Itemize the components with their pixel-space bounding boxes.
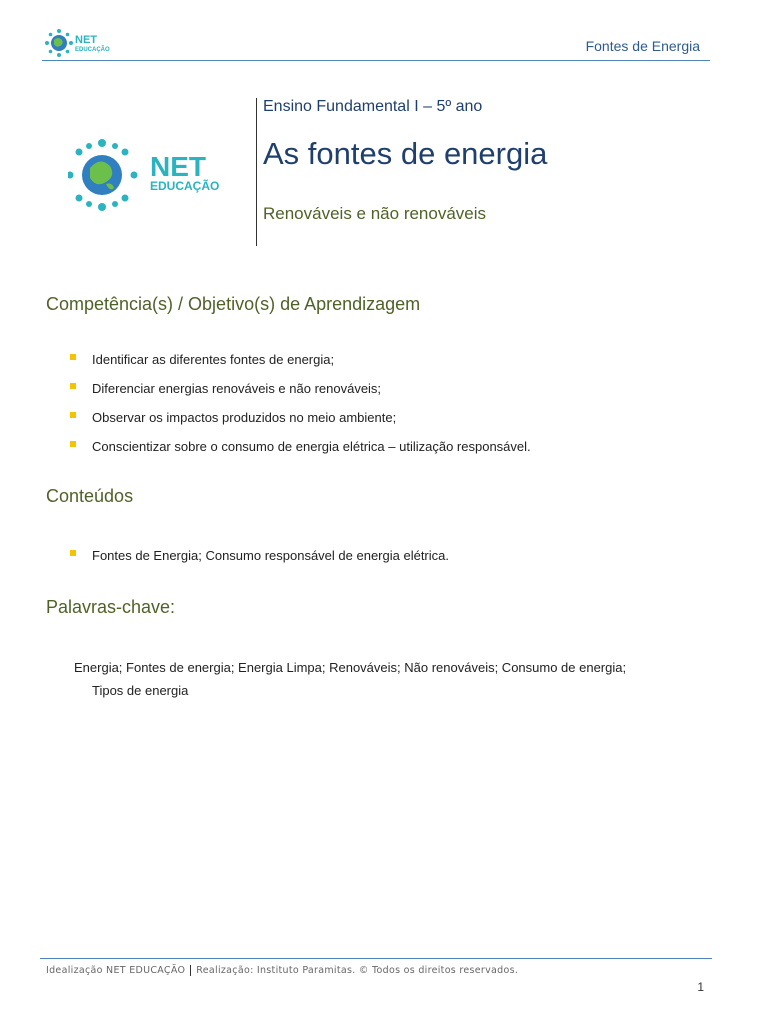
document-subtitle: Renováveis e não renováveis — [263, 204, 487, 223]
footer-left: Idealização NET EDUCAÇÃO — [46, 965, 186, 976]
list-item-text: Conscientizar sobre o consumo de energia elétrica – utilização responsável. — [92, 439, 531, 454]
hero-divider — [256, 98, 257, 246]
header-logo-text-bottom: EDUCAÇÃO — [75, 47, 110, 53]
bullet-icon — [70, 441, 76, 447]
bullet-icon — [70, 354, 76, 360]
list-item-text: Fontes de Energia; Consumo responsável de energia elétrica. — [92, 548, 449, 563]
header-logo — [44, 28, 114, 58]
list-item — [70, 352, 531, 381]
hero-logo-text-top: NET — [150, 151, 206, 182]
page-number: 1 — [697, 980, 704, 994]
bullet-icon — [70, 383, 76, 389]
competencias-heading: Competência(s) / Objetivo(s) de Aprendizagem — [46, 294, 421, 314]
list-item — [70, 381, 531, 410]
list-item — [70, 410, 531, 439]
footer-credits — [46, 965, 518, 976]
bullet-icon — [70, 550, 76, 556]
list-item-text: Diferenciar energias renováveis e não renováveis; — [92, 381, 382, 396]
footer-divider — [40, 958, 712, 959]
competencias-list — [70, 352, 531, 468]
grade-label: Ensino Fundamental I – 5º ano — [263, 98, 483, 115]
header-title: Fontes de Energia — [585, 38, 700, 54]
list-item-text: Identificar as diferentes fontes de energia; — [92, 352, 335, 367]
footer-right: Realização: Instituto Paramitas. © Todos os direitos reservados. — [196, 965, 519, 976]
header-logo-text-top: NET — [75, 34, 97, 46]
bullet-icon — [70, 412, 76, 418]
list-item — [70, 548, 449, 577]
keywords-line-1: Energia; Fontes de energia; Energia Limpa; Renováveis; Não renováveis; Consumo de energia; — [74, 660, 627, 675]
list-item — [70, 439, 531, 468]
palavras-chave-heading: Palavras-chave: — [46, 597, 176, 617]
hero-logo-text-bottom: EDUCAÇÃO — [150, 179, 220, 193]
net-educacao-logo — [68, 138, 236, 212]
keywords-text — [74, 656, 694, 702]
list-item-text: Observar os impactos produzidos no meio ambiente; — [92, 410, 397, 425]
document-title: As fontes de energia — [263, 136, 548, 171]
keywords-line-2: Tipos de energia — [92, 683, 189, 698]
conteudos-heading: Conteúdos — [46, 486, 134, 506]
conteudos-list — [70, 548, 449, 577]
header-divider — [42, 60, 710, 61]
footer-separator — [190, 965, 191, 976]
